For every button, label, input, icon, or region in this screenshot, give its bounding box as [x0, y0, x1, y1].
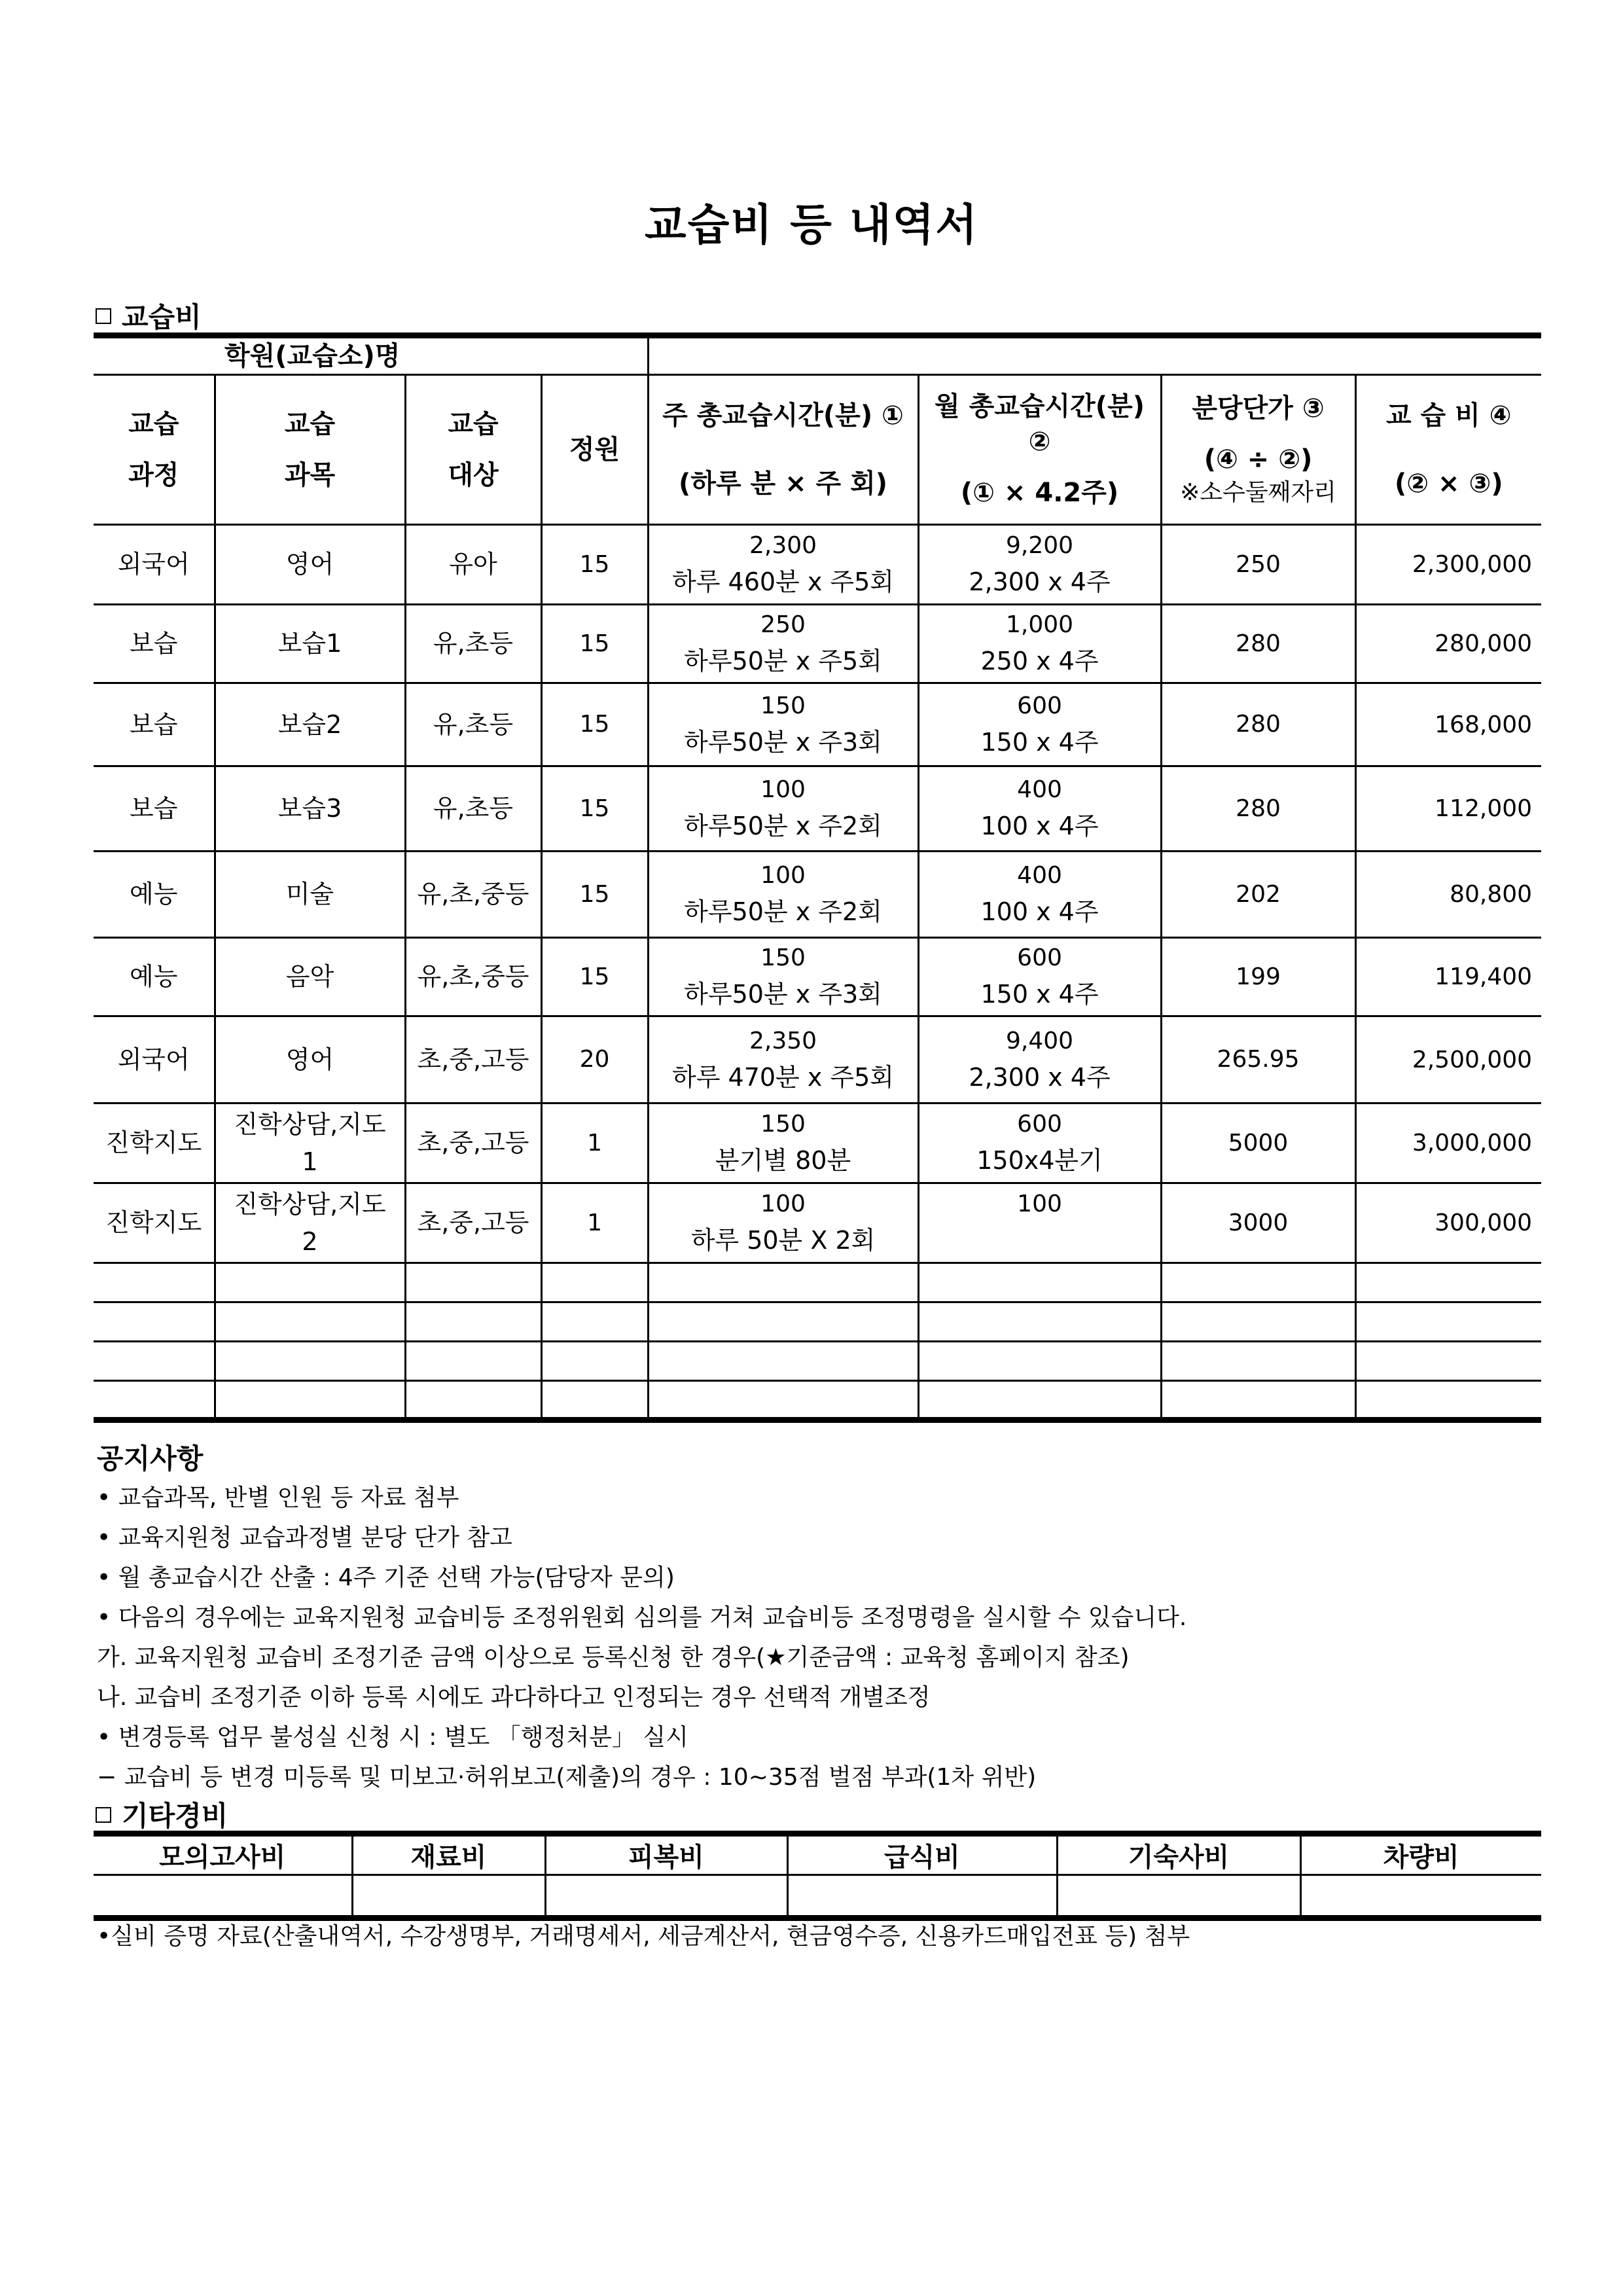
empty-cell[interactable] — [215, 1381, 405, 1420]
value-dormitory-fee[interactable] — [1057, 1875, 1300, 1918]
header-unit-price: 분당단가 ③ (④ ÷ ②) ※소수둘째자리 — [1161, 375, 1355, 525]
checkbox-square-icon — [96, 1807, 111, 1823]
cell-subject: 미술 — [215, 852, 405, 938]
header-weekly-time: 주 총교습시간(분) ① (하루 분 × 주 회) — [648, 375, 918, 525]
cell-target: 초,중,고등 — [405, 1016, 541, 1103]
empty-cell[interactable] — [215, 1342, 405, 1381]
section-tuition-label: 교습비 — [122, 301, 202, 333]
empty-cell[interactable] — [1355, 1302, 1541, 1342]
empty-cell[interactable] — [1161, 1302, 1355, 1342]
cell-course: 예능 — [94, 938, 215, 1016]
header-tuition-fee: 교 습 비 ④ (② × ③) — [1355, 375, 1541, 525]
cell-target: 초,중,고등 — [405, 1103, 541, 1183]
other-expenses-table — [94, 1831, 1541, 1921]
cell-monthly-time: 600 150 x 4주 — [918, 683, 1161, 766]
cell-weekly-time: 2,350 하루 470분 x 주5회 — [648, 1016, 918, 1103]
cell-target: 유,초등 — [405, 605, 541, 683]
cell-capacity: 1 — [541, 1183, 648, 1263]
cell-target: 유아 — [405, 525, 541, 605]
table-row — [94, 938, 1541, 1016]
cell-unit-price: 5000 — [1161, 1103, 1355, 1183]
empty-cell[interactable] — [648, 1342, 918, 1381]
header-monthly-time: 월 총교습시간(분) ② (① × 4.2주) — [918, 375, 1161, 525]
empty-cell[interactable] — [94, 1263, 215, 1302]
notice-list — [97, 1478, 1186, 1797]
empty-cell[interactable] — [94, 1381, 215, 1420]
notice-item: • 다음의 경우에는 교육지원청 교습비등 조정위원회 심의를 거쳐 교습비등 조정명령을 실시할 수 있습니다. — [97, 1604, 1187, 1631]
table-row — [94, 1103, 1541, 1183]
cell-monthly-time: 100 — [918, 1183, 1161, 1263]
section-other-expenses-heading — [96, 1795, 228, 1834]
cell-tuition-fee: 168,000 — [1355, 683, 1541, 766]
empty-cell[interactable] — [918, 1263, 1161, 1302]
cell-tuition-fee: 300,000 — [1355, 1183, 1541, 1263]
cell-target: 유,초,중등 — [405, 852, 541, 938]
empty-row — [94, 1263, 1541, 1302]
table-row — [94, 525, 1541, 605]
cell-course: 진학지도 — [94, 1183, 215, 1263]
empty-row — [94, 1302, 1541, 1342]
cell-unit-price: 280 — [1161, 605, 1355, 683]
notice-item: • 변경등록 업무 불성실 신청 시 : 별도 「행정처분」 실시 — [97, 1724, 688, 1751]
header-capacity: 정원 — [541, 375, 648, 525]
academy-name-label: 학원(교습소)명 — [94, 336, 648, 375]
cell-subject: 영어 — [215, 1016, 405, 1103]
empty-cell[interactable] — [918, 1381, 1161, 1420]
cell-course: 예능 — [94, 852, 215, 938]
footnote: •실비 증명 자료(산출내역서, 수강생명부, 거래명세서, 세금계산서, 현금영수증, 신용카드매입전표 등) 첨부 — [97, 1923, 1190, 1950]
value-meal-fee[interactable] — [787, 1875, 1057, 1918]
cell-course: 보습 — [94, 766, 215, 852]
cell-course: 외국어 — [94, 1016, 215, 1103]
cell-weekly-time: 100 하루50분 x 주2회 — [648, 852, 918, 938]
cell-tuition-fee: 280,000 — [1355, 605, 1541, 683]
cell-capacity: 1 — [541, 1103, 648, 1183]
cell-subject: 진학상담,지도 2 — [215, 1183, 405, 1263]
empty-cell[interactable] — [405, 1263, 541, 1302]
cell-unit-price: 280 — [1161, 683, 1355, 766]
empty-cell[interactable] — [405, 1342, 541, 1381]
value-mock-exam-fee[interactable] — [94, 1875, 352, 1918]
cell-subject: 보습1 — [215, 605, 405, 683]
table-row — [94, 605, 1541, 683]
table-row — [94, 852, 1541, 938]
cell-tuition-fee: 80,800 — [1355, 852, 1541, 938]
empty-cell[interactable] — [215, 1263, 405, 1302]
cell-weekly-time: 100 하루 50분 X 2회 — [648, 1183, 918, 1263]
cell-monthly-time: 600 150 x 4주 — [918, 938, 1161, 1016]
academy-name-value[interactable] — [648, 336, 1541, 375]
cell-target: 초,중,고등 — [405, 1183, 541, 1263]
notice-item: • 월 총교습시간 산출 : 4주 기준 선택 가능(담당자 문의) — [97, 1564, 675, 1591]
cell-course: 외국어 — [94, 525, 215, 605]
cell-target: 유,초등 — [405, 683, 541, 766]
notice-item: • 교육지원청 교습과정별 분당 단가 참고 — [97, 1524, 512, 1551]
section-other-expenses-label: 기타경비 — [122, 1800, 228, 1832]
cell-course: 보습 — [94, 683, 215, 766]
cell-weekly-time: 100 하루50분 x 주2회 — [648, 766, 918, 852]
empty-cell[interactable] — [541, 1342, 648, 1381]
cell-weekly-time: 150 분기별 80분 — [648, 1103, 918, 1183]
cell-unit-price: 280 — [1161, 766, 1355, 852]
cell-capacity: 15 — [541, 938, 648, 1016]
header-dormitory-fee: 기숙사비 — [1057, 1834, 1300, 1875]
empty-cell[interactable] — [541, 1381, 648, 1420]
table-row — [94, 766, 1541, 852]
cell-subject: 영어 — [215, 525, 405, 605]
cell-capacity: 20 — [541, 1016, 648, 1103]
empty-cell[interactable] — [918, 1342, 1161, 1381]
header-subject: 교습 과목 — [215, 375, 405, 525]
empty-cell[interactable] — [1161, 1263, 1355, 1302]
other-expenses-value-row — [94, 1875, 1541, 1918]
header-mock-exam-fee: 모의고사비 — [94, 1834, 352, 1875]
cell-monthly-time: 9,200 2,300 x 4주 — [918, 525, 1161, 605]
header-material-fee: 재료비 — [352, 1834, 545, 1875]
cell-subject: 음악 — [215, 938, 405, 1016]
header-meal-fee: 급식비 — [787, 1834, 1057, 1875]
header-row — [94, 375, 1541, 525]
cell-weekly-time: 150 하루50분 x 주3회 — [648, 938, 918, 1016]
notice-item: 나. 교습비 조정기준 이하 등록 시에도 과다하다고 인정되는 경우 선택적 개별조정 — [97, 1684, 931, 1711]
empty-cell[interactable] — [1355, 1342, 1541, 1381]
notice-item: − 교습비 등 변경 미등록 및 미보고·허위보고(제출)의 경우 : 10~35점 벌점 부과(1차 위반) — [97, 1764, 1037, 1791]
empty-cell[interactable] — [541, 1263, 648, 1302]
cell-capacity: 15 — [541, 605, 648, 683]
notice-item: • 교습과목, 반별 인원 등 자료 첨부 — [97, 1484, 459, 1511]
cell-course: 보습 — [94, 605, 215, 683]
empty-cell[interactable] — [1161, 1342, 1355, 1381]
cell-unit-price: 199 — [1161, 938, 1355, 1016]
cell-target: 유,초등 — [405, 766, 541, 852]
cell-capacity: 15 — [541, 525, 648, 605]
cell-weekly-time: 2,300 하루 460분 x 주5회 — [648, 525, 918, 605]
cell-course: 진학지도 — [94, 1103, 215, 1183]
page-title: 교습비 등 내역서 — [644, 200, 979, 250]
table-row — [94, 1016, 1541, 1103]
cell-weekly-time: 250 하루50분 x 주5회 — [648, 605, 918, 683]
cell-subject: 진학상담,지도 1 — [215, 1103, 405, 1183]
notice-item: 가. 교육지원청 교습비 조정기준 금액 이상으로 등록신청 한 경우(★기준금액 : 교육청 홈페이지 참조) — [97, 1644, 1130, 1671]
empty-cell[interactable] — [648, 1302, 918, 1342]
empty-cell[interactable] — [1355, 1381, 1541, 1420]
header-target: 교습 대상 — [405, 375, 541, 525]
cell-unit-price: 202 — [1161, 852, 1355, 938]
header-vehicle-fee: 차량비 — [1300, 1834, 1541, 1875]
cell-capacity: 15 — [541, 683, 648, 766]
empty-cell[interactable] — [541, 1302, 648, 1342]
cell-unit-price: 3000 — [1161, 1183, 1355, 1263]
header-course: 교습 과정 — [94, 375, 215, 525]
empty-cell[interactable] — [405, 1381, 541, 1420]
cell-unit-price: 250 — [1161, 525, 1355, 605]
empty-cell[interactable] — [648, 1263, 918, 1302]
empty-cell[interactable] — [215, 1302, 405, 1342]
cell-monthly-time: 9,400 2,300 x 4주 — [918, 1016, 1161, 1103]
header-uniform-fee: 피복비 — [545, 1834, 787, 1875]
cell-monthly-time: 1,000 250 x 4주 — [918, 605, 1161, 683]
cell-tuition-fee: 2,300,000 — [1355, 525, 1541, 605]
cell-monthly-time: 600 150x4분기 — [918, 1103, 1161, 1183]
cell-subject: 보습2 — [215, 683, 405, 766]
empty-cell[interactable] — [94, 1302, 215, 1342]
cell-capacity: 15 — [541, 852, 648, 938]
other-expenses-header-row — [94, 1834, 1541, 1875]
cell-tuition-fee: 112,000 — [1355, 766, 1541, 852]
table-row — [94, 683, 1541, 766]
cell-target: 유,초,중등 — [405, 938, 541, 1016]
value-material-fee[interactable] — [352, 1875, 545, 1918]
empty-row — [94, 1381, 1541, 1420]
value-uniform-fee[interactable] — [545, 1875, 787, 1918]
empty-cell[interactable] — [1161, 1381, 1355, 1420]
checkbox-square-icon — [96, 308, 111, 324]
value-vehicle-fee[interactable] — [1300, 1875, 1541, 1918]
cell-tuition-fee: 119,400 — [1355, 938, 1541, 1016]
empty-cell[interactable] — [94, 1342, 215, 1381]
section-tuition-heading — [96, 296, 202, 335]
cell-tuition-fee: 2,500,000 — [1355, 1016, 1541, 1103]
cell-monthly-time: 400 100 x 4주 — [918, 766, 1161, 852]
cell-unit-price: 265.95 — [1161, 1016, 1355, 1103]
cell-tuition-fee: 3,000,000 — [1355, 1103, 1541, 1183]
empty-row — [94, 1342, 1541, 1381]
cell-subject: 보습3 — [215, 766, 405, 852]
table-row — [94, 1183, 1541, 1263]
cell-weekly-time: 150 하루50분 x 주3회 — [648, 683, 918, 766]
academy-name-row — [94, 336, 1541, 375]
empty-cell[interactable] — [1355, 1263, 1541, 1302]
cell-monthly-time: 400 100 x 4주 — [918, 852, 1161, 938]
empty-cell[interactable] — [648, 1381, 918, 1420]
notice-title: 공지사항 — [97, 1443, 204, 1475]
empty-cell[interactable] — [405, 1302, 541, 1342]
empty-cell[interactable] — [918, 1302, 1161, 1342]
cell-capacity: 15 — [541, 766, 648, 852]
tuition-table — [94, 332, 1541, 1423]
